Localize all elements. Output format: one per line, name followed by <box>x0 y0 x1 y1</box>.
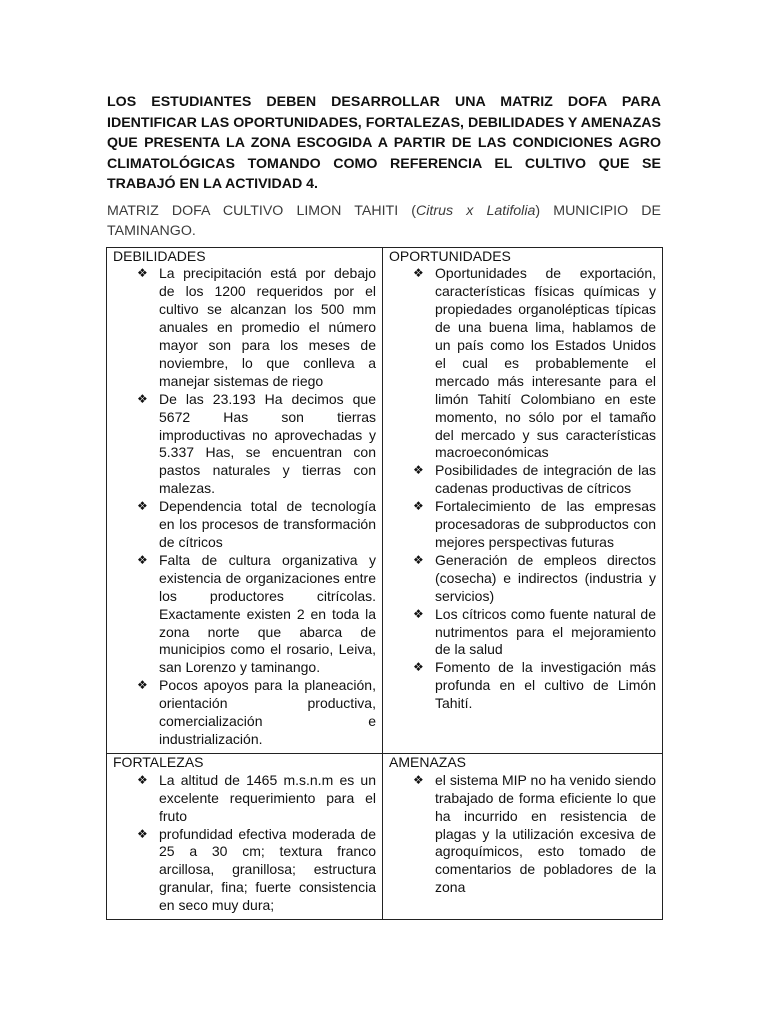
list-item-text: Falta de cultura organizativa y existencia de organizaciones entre los productores citrícolas. Exactamente existen 2 en toda la zona norte que abarca de municipios como el rosario, Leiva, san Lorenzo y taminango. <box>159 551 376 676</box>
list-item <box>137 498 376 552</box>
document-page <box>107 92 661 920</box>
diamond-bullet-icon: ❖ <box>413 463 424 478</box>
list-item-text: La precipitación está por debajo de los 1200 requeridos por el cultivo se alcanzan los 500 mm anuales en promedio el número mayor son para los meses de noviembre, lo que conlleva a manejar sistemas de riego <box>159 265 376 389</box>
fortalezas-list <box>113 772 376 915</box>
oportunidades-list <box>389 265 656 713</box>
diamond-bullet-icon: ❖ <box>413 606 424 621</box>
diamond-bullet-icon: ❖ <box>137 499 148 514</box>
oportunidades-title: OPORTUNIDADES <box>389 247 511 264</box>
list-item-text: profundidad efectiva moderada de 25 a 30 cm; textura franco arcillosa, granillosa; estructura granular, fina; fuerte consistencia en seco muy dura; <box>159 825 376 914</box>
subtitle-text-post: ) MUNICIPIO DE TAMINANGO. <box>107 202 661 239</box>
debilidades-title: DEBILIDADES <box>113 247 206 264</box>
oportunidades-cell <box>383 247 663 753</box>
diamond-bullet-icon: ❖ <box>413 552 424 567</box>
fortalezas-cell <box>107 753 383 919</box>
subtitle-text-pre: MATRIZ DOFA CULTIVO LIMON TAHITI ( <box>107 202 417 219</box>
debilidades-list <box>113 265 376 748</box>
matrix-subtitle <box>107 201 661 242</box>
list-item-text: Pocos apoyos para la planeación, orientación productiva, comercialización e industrialización. <box>159 677 376 747</box>
list-item <box>413 659 656 713</box>
amenazas-cell <box>383 753 663 919</box>
list-item <box>413 605 656 660</box>
amenazas-list <box>389 772 656 897</box>
list-item <box>413 462 656 498</box>
diamond-bullet-icon: ❖ <box>413 772 424 787</box>
diamond-bullet-icon: ❖ <box>137 678 148 693</box>
list-item <box>137 677 376 749</box>
list-item-text: La altitud de 1465 m.s.n.m es un excelente requerimiento para el fruto <box>159 771 376 824</box>
list-item-text: Fomento de la investigación más profunda en el cultivo de Limón Tahití. <box>435 659 656 712</box>
list-item <box>137 825 376 916</box>
list-item-text: Posibilidades de integración de las cadenas productivas de cítricos <box>435 462 656 497</box>
debilidades-cell <box>107 247 383 753</box>
list-item <box>137 265 376 390</box>
list-item-text: Generación de empleos directos (cosecha) e indirectos (industria y servicios) <box>435 551 656 604</box>
list-item-text: Los cítricos como fuente natural de nutrimentos para el mejoramiento de la salud <box>435 605 656 658</box>
diamond-bullet-icon: ❖ <box>137 826 148 841</box>
dofa-matrix-table <box>106 247 663 921</box>
matrix-bottom-row <box>107 753 663 919</box>
diamond-bullet-icon: ❖ <box>137 772 148 787</box>
list-item-text: De las 23.193 Ha decimos que 5672 Has son tierras improductivas no aprovechadas y 5.337 Has, se encuentran con pastos naturales y tierras con malezas. <box>159 390 376 497</box>
list-item <box>137 390 376 498</box>
list-item-text: el sistema MIP no ha venido siendo trabajado de forma eficiente lo que ha incurrido en resistencia de plagas y la utilización excesiva de agroquímicos, esto tomado de comentarios de pobladores de la zona <box>435 771 656 896</box>
subtitle-species-name: Citrus x Latifolia <box>416 202 536 219</box>
list-item <box>413 265 656 462</box>
list-item <box>413 498 656 552</box>
list-item-text: Dependencia total de tecnología en los procesos de transformación de cítricos <box>159 498 376 550</box>
list-item <box>137 551 376 677</box>
list-item-text: Oportunidades de exportación, características físicas químicas y propiedades organolépticas típicas de una buena lima, hablamos de un país como los Estados Unidos el cual es probablemente el mercado más interesante para el limón Tahití Colombiano en este momento, no sólo por el tamaño del mercado y sus características macroeconómicas <box>435 265 656 461</box>
matrix-top-row <box>107 247 663 753</box>
diamond-bullet-icon: ❖ <box>413 266 424 281</box>
list-item <box>137 771 376 826</box>
diamond-bullet-icon: ❖ <box>137 552 148 567</box>
diamond-bullet-icon: ❖ <box>413 499 424 514</box>
amenazas-title: AMENAZAS <box>389 753 467 770</box>
fortalezas-title: FORTALEZAS <box>113 753 204 770</box>
list-item-text: Fortalecimiento de las empresas procesadoras de subproductos con mejores perspectivas futuras <box>435 498 656 550</box>
list-item <box>413 551 656 606</box>
diamond-bullet-icon: ❖ <box>413 660 424 675</box>
diamond-bullet-icon: ❖ <box>137 266 148 281</box>
list-item <box>413 771 656 897</box>
assignment-heading: LOS ESTUDIANTES DEBEN DESARROLLAR UNA MATRIZ DOFA PARA IDENTIFICAR LAS OPORTUNIDADES, FORTALEZAS, DEBILIDADES Y AMENAZAS QUE PRESENTA LA ZONA ESCOGIDA A PARTIR DE LAS CONDICIONES AGRO CLIMATOLÓGICAS TOMANDO COMO REFERENCIA EL CULTIVO QUE SE TRABAJÓ EN LA ACTIVIDAD 4. <box>107 94 661 192</box>
diamond-bullet-icon: ❖ <box>137 391 148 406</box>
